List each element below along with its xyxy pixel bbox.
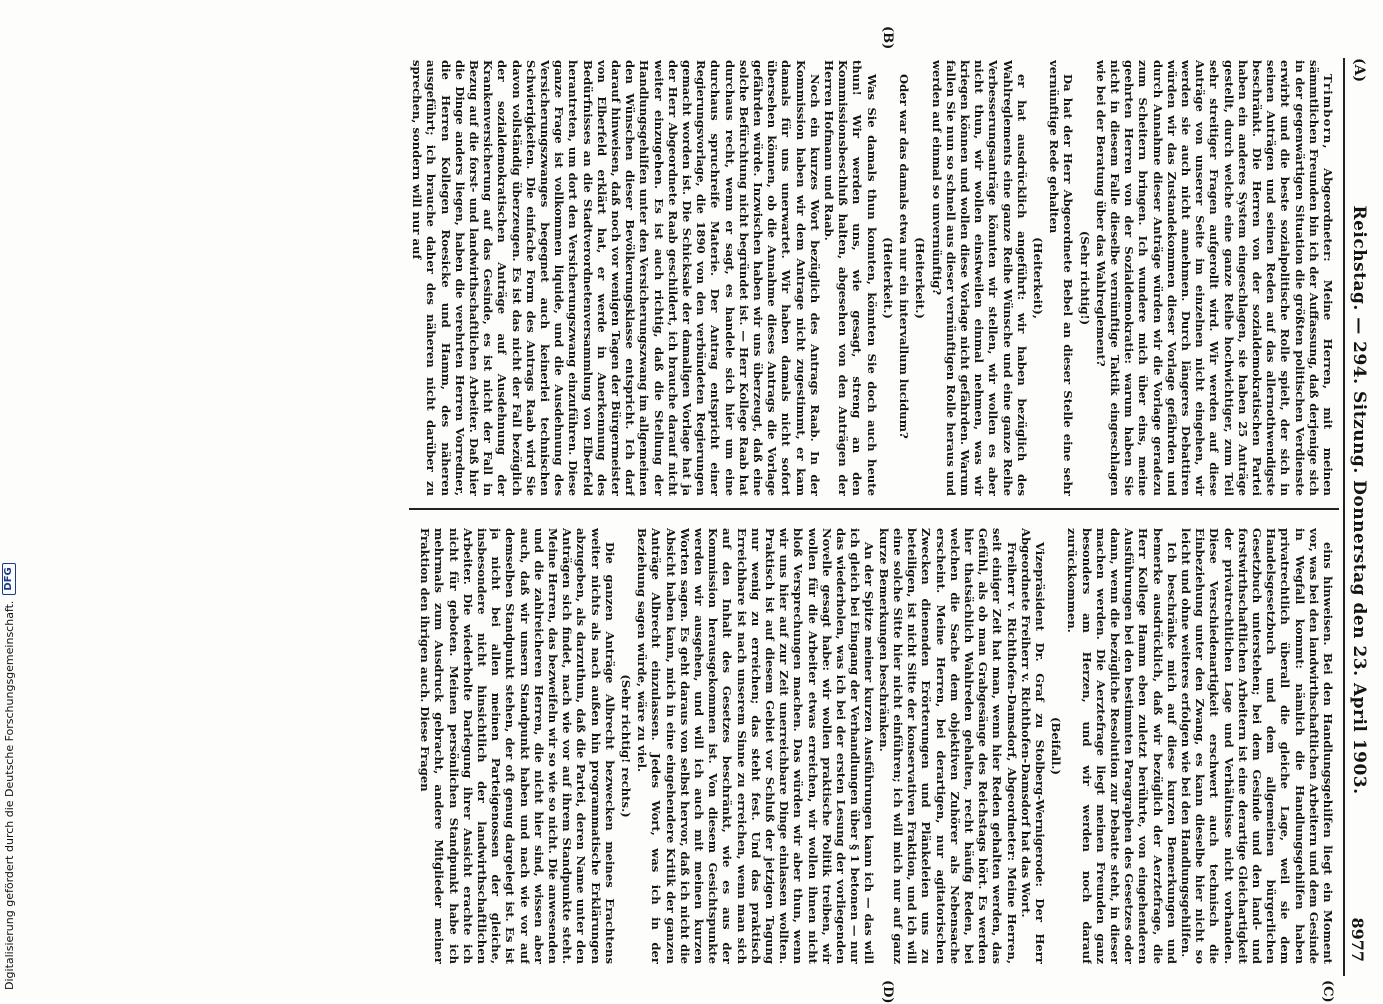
paragraph-text: Was Sie damals thun konnten, könnten Sie doch auch heute thun! Wir werden uns, wie gesagt, streng an den Kommissionsbeschluß halten, abgesehen von den Anträgen der Herren Hofmann und Raab.	[822, 60, 879, 496]
page-header	[1345, 0, 1375, 1000]
paragraph	[418, 528, 617, 964]
interjection: (Heiterkeit.)	[880, 237, 895, 319]
paragraph	[929, 60, 1028, 496]
paragraph-text: Abgeordneter: Meine Herren, mit meinen sämmtlichen Freunden bin ich der Auffassung, daß derjenige sich in der gegenwärtigen Situation die größten politischen Verdienste erwirbt und die beste sozialpolitische Rolle spielt, der sich in seinen Anträgen und seinen Reden auf das allernothwendigste beschränkt. Die Herren von der sozialdemokratischen Partei haben ein anderes System eingeschlagen, sie haben 25 Anträge gestellt, durch welche eine ganze Reihe hochwichtiger, zum Teil sehr streitiger Fragen aufgerollt wird. Wir werden auf diese Anträge von unserer Seite im einzelnen nicht eingehen, wir werden sie auch nicht annehmen. Durch längeres Debattiren würden wir das Zustandekommen dieser Vorlage gefährden und durch Annahme dieser Anträge würden wir die Vorlage geradezu zum Scheitern bringen. Ich wundere mich über eins, meine geehrten Herren von der Sozialdemokratie: warum haben Sie nicht in diesem Falle dieselbe vernünftige Taktik eingeschlagen wie bei der Beratung über das Wahlreglement?	[1093, 60, 1335, 496]
paragraph	[1065, 528, 1179, 964]
margin-letter-d: (D)	[880, 980, 895, 1004]
credit-text: Digitalisierung gefördert durch die Deutsche Forschungsgemeinschaft.	[2, 600, 16, 990]
paragraph-text: er hat ausdrücklich angeführt: wir haben bezüglich des Wahlreglements eine ganze Reihe Wünsche und eine ganze Reihe Verbesserungsanträge könnten wir stellen, wir wollen es aber nicht thun, wir wollen einstweilen einmal nehmen, was wir kriegen können und wollen diese Vorlage nicht gefährden. Warum fallen Sie nun so schnell aus dieser vernünftigen Rolle heraus und werden auf einmal so unvernünftig?	[929, 60, 1029, 496]
header-rule	[1343, 58, 1345, 976]
interjection: (Beifall.)	[1049, 717, 1064, 775]
page-number: 8977	[1348, 917, 1367, 962]
paragraph	[635, 528, 876, 964]
paragraph-text: Vizepräsident Dr. Graf zu Stolberg-Wernigerode: Der Herr Abgeordnete Freiherr v. Richthofen-Damsdorf hat das Wort.	[1018, 528, 1047, 964]
paragraph	[1019, 528, 1047, 964]
digitization-credit	[2, 563, 16, 990]
interjection: (Heiterkeit),	[1030, 237, 1045, 319]
dfg-logo: DFG	[2, 563, 16, 594]
interjection: (Sehr richtig!)	[1077, 230, 1092, 326]
paragraph-text: Die ganzen Anträge Albrecht bezwecken meines Erachtens weiter nichts als nach außen hin programmatische Erklärungen abzugeben, als darzuthun, daß die Partei, deren Name unter den Anträgen sich findet, nach wie vor auf ihrem Standpunkte steht. Meine Herren, das bezweifeln wir so wie so nicht. Die anwesenden und die zahlreicheren Herren, die nicht hier sind, wissen aber auch, daß wir unsern Standpunkt haben und nach wie vor auf demselben Standpunkt stehen, der oft genug dargelegt ist. Es ist ja nicht bei allen meinen Parteigenossen der gleiche, insbesondere nicht hinsichtlich der landwirthschaftlichen Arbeiter. Die wiederholte Darlegung ihrer Ansicht erachte ich nicht für geboten. Meinen persönlichen Standpunkt habe ich mehrmals zum Ausdruck gebracht, andere Mitglieder meiner Fraktion den ihrigen auch. Diese Fragen	[418, 528, 617, 964]
interjection: (Heiterkeit.)	[913, 237, 928, 319]
page-title: Reichstag. — 294. Sitzung. Donnerstag den 23. April 1903.	[1349, 205, 1369, 795]
paragraph	[1179, 528, 1335, 964]
paragraph	[1047, 60, 1075, 496]
margin-letter-b: (B)	[880, 26, 895, 50]
margin-letter-c: (C)	[1320, 980, 1335, 1003]
column-divider	[409, 508, 1339, 510]
paragraph-text: Oder war das damals etwa nur ein intervallum lucidum?	[897, 74, 912, 439]
paragraph	[877, 528, 1019, 964]
paragraph	[410, 60, 822, 496]
speaker-name: Trimborn,	[1321, 74, 1335, 150]
paragraph-text: Noch ein kurzes Wort bezüglich des Antrags Raab. In der Kommission haben wir dem Antrage nicht zugestimmt, er kam damals für uns unerwartet. Wir haben damals nicht sofort übersehen können, ob die Annahme dieses Antrags die Vorlage gefährden würde. Inzwischen haben wir uns überzeugt, daß eine solche Befürchtung nicht begründet ist. — Herr Kollege Raab hat durchaus recht, wenn er sagt, es handele sich hier um eine durchaus spruchreife Materie. Der Antrag entspricht einer Regierungsvorlage, die 1890 von den verbündeten Regierungen gemacht worden ist. Die Schicksale der damaligen Vorlage hat ja der Herr Abgeordnete Raab geschildert, ich brauche darauf nicht weiter einzugehen. Es ist auch richtig, daß die Stellung der Handlungsgehilfen unter den Versicherungszwang im allgemeinen den Wünschen dieser Bevölkerungsklasse entspricht. Ich darf darauf hinweisen, daß noch vor wenigen Tagen der Bürgermeister von Elberfeld erklärt hat, er werde in Anerkennung des Bedürfnisses an die Stadtverordnetenversammlung von Elberfeld herantreten, um dort den Versicherungszwang einzuführen. Diese ganze Frage ist vollkommen liquide, und die Ausdehnung des Versicherungszwanges begegnet auch keinerlei technischen Schwierigkeiten. Die einfache Form des Antrags Raab wird Sie davon vollständig überzeugen. Es ist das nicht der Fall bezüglich der sozialdemokratischen Anträge auf Ausdehnung der Krankenversicherung auf das Gesinde, es ist nicht der Fall in Bezug auf die forst- und landwirthschaftlichen Arbeiter. Daß hier die Dinge anders liegen, haben die verehrten Herren Vorredner, die Herren Kollegen Roesicke und Hamm, des näheren ausgeführt; ich brauche daher des näheren nicht darüber zu sprechen, sondern will nur auf	[410, 60, 822, 496]
paragraph-text: Ich beschränke mich auf diese kurzen Bemerkungen und bemerke ausdrücklich, daß wir bezüglich der Aerztefrage, die Herr Kollege Hamm eben zuletzt berührte, von eingehenderen Ausführungen bei den bestimmten Paragraphen des Gesetzes oder dann, wenn die bezügliche Resolution zur Debatte steht, in dieser machen werden. Die Aerztefrage liegt meinen Freunden ganz besonders am Herzen, und wir werden noch darauf zurückkommen.	[1065, 528, 1179, 964]
left-text-column	[405, 60, 1335, 496]
paragraph-text: Freiherr v. Richthofen-Damsdorf, Abgeordneter: Meine Herren, seit einiger Zeit hat man, wenn hier Reden gehalten werden, das Gefühl, als ob man Grabgesänge des Reichstags hört. Es werden hier thatsächlich Wahlreden gehalten, recht häufig Reden, bei welchen die Sache dem objektiven Zuhörer als Nebensache erscheint. Meine Herren, bei derartigen, nur agitatorischen Zwecken dienenden Erörterungen und Plänkeleien uns zu beteiligen, ist nicht Sitte der konservativen Fraktion, und ich will eine solche Sitte hier nicht einführen; ich will mich nur auf ganz kurze Bemerkungen beschränken.	[876, 528, 1019, 964]
paragraph	[897, 60, 911, 496]
paragraph-text: An der Spitze meiner kurzen Ausführungen kann ich — das will ich gleich bei Eingang der Verhandlungen über § 1 betonen — nur das wiederholen, was ich bei der ersten Lesung der vorliegenden Novelle gesagt habe: wir wollen praktische Politik treiben, wir wollen für die Arbeiter etwas erreichen, wir wollen ihnen nicht bloß Versprechungen machen. Das würden wir aber thun, wenn wir uns hier auf zur Zeit unerreichbare Dinge einlassen wollten. Praktisch ist auf diesem Gebiet vor Schluß der jetzigen Tagung nur wenig zu erreichen; das steht fest. Und das praktisch Erreichbare ist nach unserem Sinne zu erreichen, wenn man sich auf den Inhalt des Gesetzes beschränkt, wie es aus der Kommission herausgekommen ist. Von diesem Gesichtspunkte werden wir ausgehen, und will ich auch mit meinen kurzen Worten sagen. Es geht daraus von selbst hervor, daß ich nicht die Absicht haben kann, mich in eine eingehendere Kritik der ganzen Anträge Albrecht einzulassen. Jedes Wort, was ich in der Beziehung sagen würde, wäre zu viel.	[635, 528, 877, 964]
paragraph-text: Da hat der Herr Abgeordnete Bebel an dieser Stelle eine sehr vernünftige Rede gehalten	[1047, 60, 1076, 496]
paragraph	[822, 60, 879, 496]
paragraph-text: eins hinweisen. Bei den Handlungsgehilfen liegt ein Moment vor, was bei den landwirthschaftlichen Arbeitern und dem Gesinde in Wegfall kommt: nämlich die Handlungsgehilfen haben privatrechtlich überall die gleiche Lage, weil sie dem Handelsgesetzbuch und dem allgemeinen bürgerlichen Gesetzbuch unterstehen; bei dem Gesinde und den land- und forstwirthschaftlichen Arbeitern ist eine derartige Gleichartigkeit der privatrechtlichen Lage und Verhältnisse nicht vorhanden. Diese Verschiedenartigkeit erschwert auch technisch die Einbeziehung unter den Zwang, es kann dieselbe hier nicht so leicht und ohne weiteres erfolgen wie bei den Handlungsgehilfen.	[1178, 528, 1335, 964]
header-left-mark: (A)	[1351, 58, 1367, 83]
paragraph	[1094, 60, 1335, 496]
interjection: (Sehr richtig! rechts.)	[619, 674, 634, 818]
right-text-column	[405, 528, 1335, 964]
